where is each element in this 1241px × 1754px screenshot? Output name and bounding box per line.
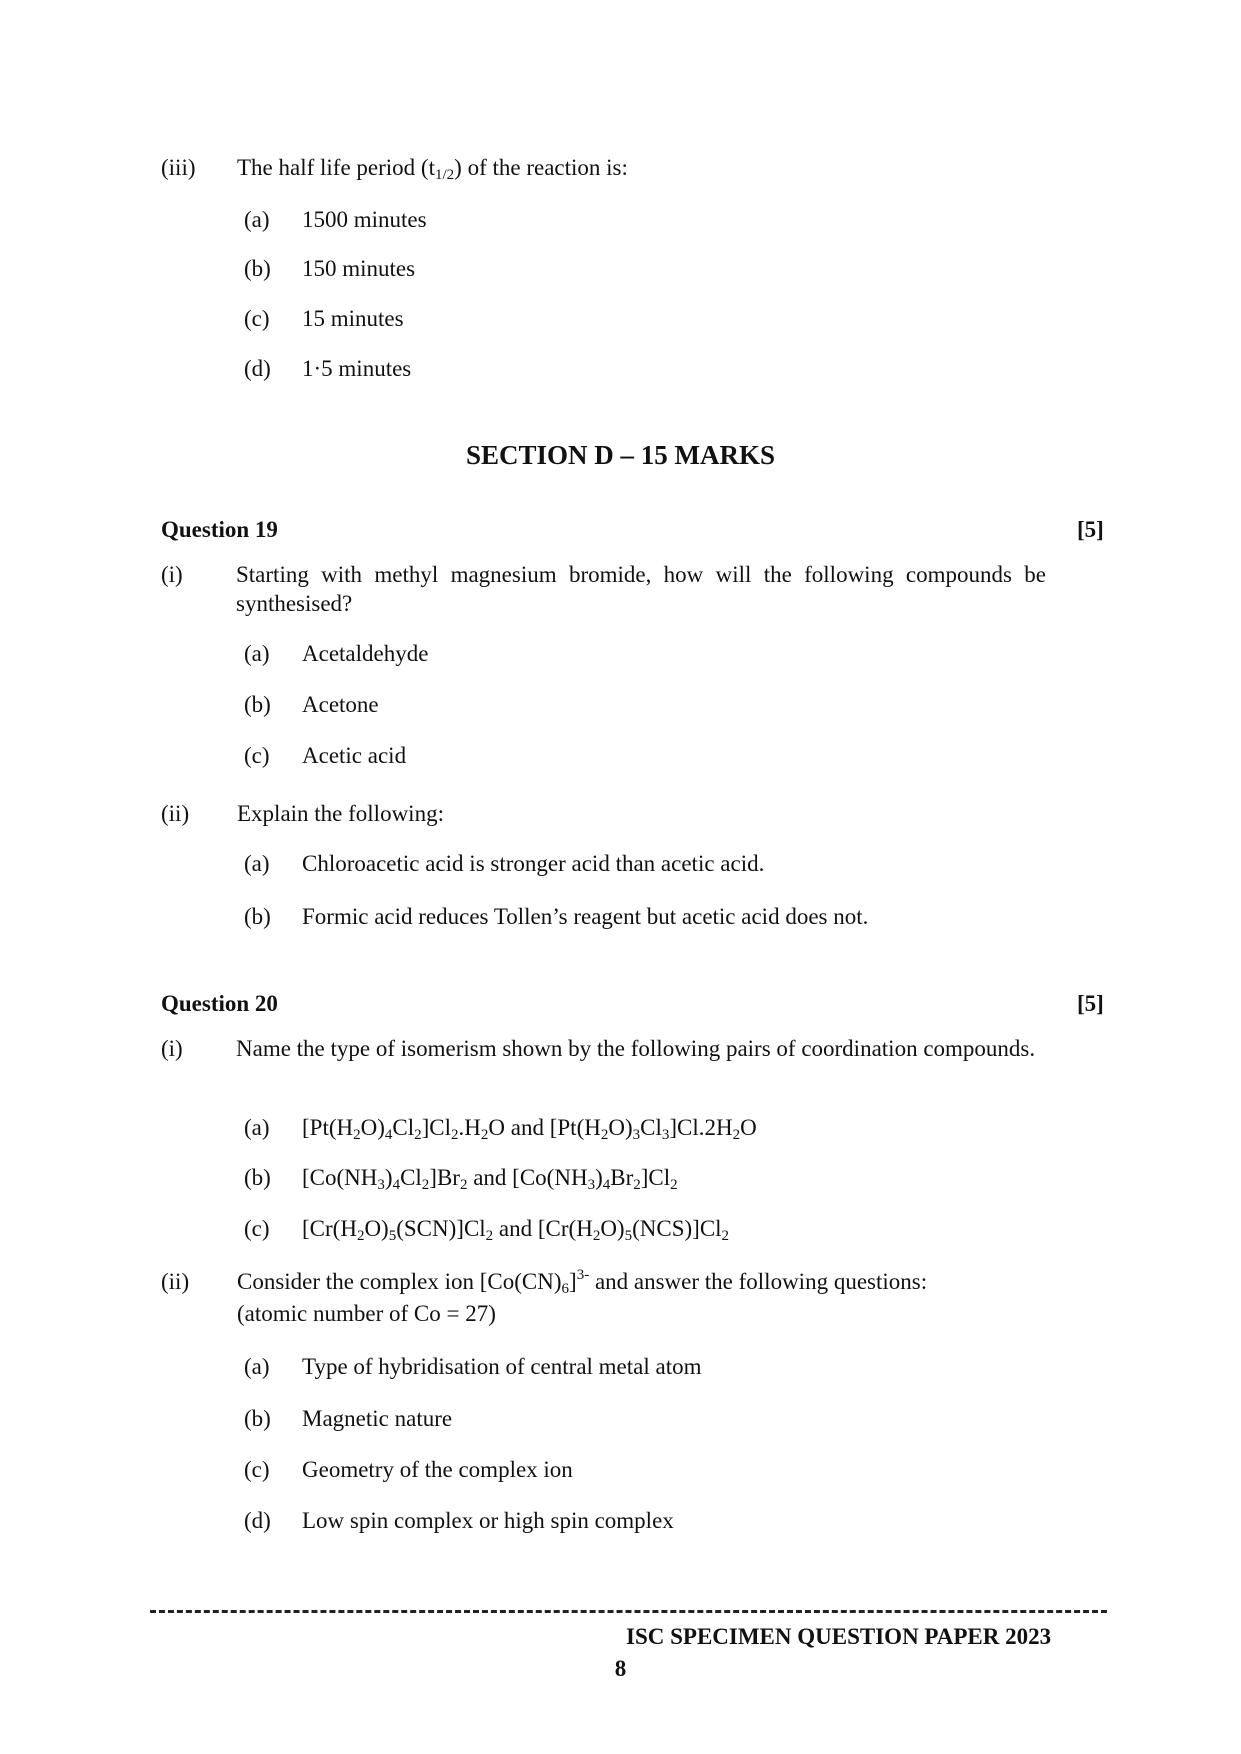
- q20-part-ii-note: (atomic number of Co = 27): [237, 1301, 496, 1326]
- text-after: and answer the following questions:: [589, 1269, 928, 1294]
- stem-text-after: ) of the reaction is:: [454, 155, 628, 180]
- option-label: (a): [244, 1115, 270, 1140]
- part-iii-stem: [237, 154, 628, 182]
- formula-option-text: $[Cr(H_2O)_5(SCN)]Cl_2$ and $[Cr(H_2O)_5(NCS)]Cl_2$: [302, 1216, 730, 1244]
- text-before: Consider the complex ion [Co(CN): [237, 1269, 562, 1294]
- option-label: (c): [244, 1457, 270, 1482]
- option-label: (d): [244, 356, 271, 381]
- formula-subscript: 2: [600, 1127, 609, 1143]
- formula-subscript: 2: [592, 1228, 601, 1244]
- formula-subscript: 2: [356, 1228, 365, 1244]
- text-subscript: 6: [561, 1281, 570, 1297]
- option-text: 15 minutes: [302, 306, 404, 331]
- option-text: Geometry of the complex ion: [302, 1457, 573, 1482]
- part-label-i: (i): [161, 562, 183, 587]
- formula-subscript: 2: [414, 1127, 422, 1143]
- formula-subscript: 2: [485, 1228, 494, 1244]
- formula-subscript: 5: [624, 1228, 633, 1244]
- text-mid: ]: [569, 1269, 577, 1294]
- option-text: Acetaldehyde: [302, 641, 429, 666]
- section-title: SECTION D – 15 MARKS: [465, 440, 776, 470]
- option-text: Low spin complex or high spin complex: [302, 1508, 674, 1533]
- q20-part-ii-text: [237, 1268, 927, 1296]
- q20-part-i-text: Name the type of isomerism shown by the following pairs of coordination compounds.: [236, 1036, 1036, 1061]
- formula-subscript: 2: [421, 1177, 430, 1193]
- text-superscript: 3-: [576, 1267, 590, 1283]
- option-text: Type of hybridisation of central metal atom: [302, 1354, 702, 1379]
- formula-subscript: 4: [384, 1127, 393, 1143]
- option-text: Acetic acid: [302, 743, 407, 768]
- formula-subscript: 3: [632, 1127, 641, 1143]
- option-label: (b): [244, 256, 271, 281]
- option-label: (b): [244, 1165, 271, 1190]
- formula-subscript: 4: [392, 1177, 401, 1193]
- option-text: 150 minutes: [302, 256, 416, 281]
- formula-subscript: 2: [732, 1127, 741, 1143]
- formula-subscript: 2: [459, 1177, 468, 1193]
- question-20-marks: [5]: [1077, 991, 1104, 1016]
- formula-subscript: 2: [633, 1177, 641, 1193]
- footer-title: ISC SPECIMEN QUESTION PAPER 2023: [626, 1624, 1052, 1649]
- part-label-iii: (iii): [161, 155, 196, 180]
- formula-subscript: 2: [480, 1127, 489, 1143]
- formula-option-text: $[Pt(H_2O)_4Cl_2]Cl_2.H_2O$ and $[Pt(H_2O)_3Cl_3]Cl.2H_2O$: [302, 1115, 757, 1143]
- option-label: (d): [244, 1508, 271, 1533]
- formula-subscript: 3: [377, 1177, 385, 1193]
- option-text: Formic acid reduces Tollen’s reagent but acetic acid does not.: [302, 904, 869, 929]
- option-label: (a): [244, 1354, 270, 1379]
- formula-option-text: $[Co(NH_3)_4Cl_2]Br_2$ and $[Co(NH_3)_4Br_2]Cl_2$: [302, 1165, 678, 1193]
- option-text: Chloroacetic acid is stronger acid than acetic acid.: [302, 851, 765, 876]
- formula-subscript: 2: [670, 1177, 678, 1193]
- option-label: (c): [244, 1216, 270, 1241]
- page-number: 8: [614, 1656, 627, 1681]
- option-label: (b): [244, 1406, 271, 1431]
- formula-subscript: 2: [353, 1127, 361, 1143]
- option-label: (c): [244, 306, 270, 331]
- footer-divider: [150, 1610, 1107, 1613]
- stem-text-before: The half life period (t: [237, 155, 435, 180]
- option-label: (b): [244, 692, 271, 717]
- part-label-ii: (ii): [161, 801, 190, 826]
- option-text: Magnetic nature: [302, 1406, 453, 1431]
- formula-subscript: 3: [587, 1177, 596, 1193]
- option-text: Acetone: [302, 692, 379, 717]
- formula-subscript: 5: [388, 1228, 397, 1244]
- q19-part-ii-text: Explain the following:: [237, 801, 444, 826]
- option-label: (b): [244, 904, 271, 929]
- question-19-marks: [5]: [1077, 517, 1104, 542]
- option-label: (a): [244, 641, 270, 666]
- option-label: (a): [244, 851, 270, 876]
- option-label: (c): [244, 743, 270, 768]
- question-20-title: Question 20: [161, 991, 278, 1016]
- formula-subscript: 2: [721, 1228, 730, 1244]
- question-19-title: Question 19: [161, 517, 278, 542]
- option-text: 1·5 minutes: [302, 356, 412, 381]
- option-text: 1500 minutes: [302, 207, 427, 232]
- formula-subscript: 2: [451, 1127, 459, 1143]
- part-label-ii: (ii): [161, 1269, 190, 1294]
- formula-subscript: 3: [661, 1127, 670, 1143]
- option-label: (a): [244, 207, 270, 232]
- stem-subscript: 1/2: [434, 167, 455, 183]
- formula-subscript: 4: [602, 1177, 611, 1193]
- q19-part-i-text: Starting with methyl magnesium bromide, how will the following compounds be synthesised?: [236, 562, 1046, 616]
- part-label-i: (i): [161, 1036, 183, 1061]
